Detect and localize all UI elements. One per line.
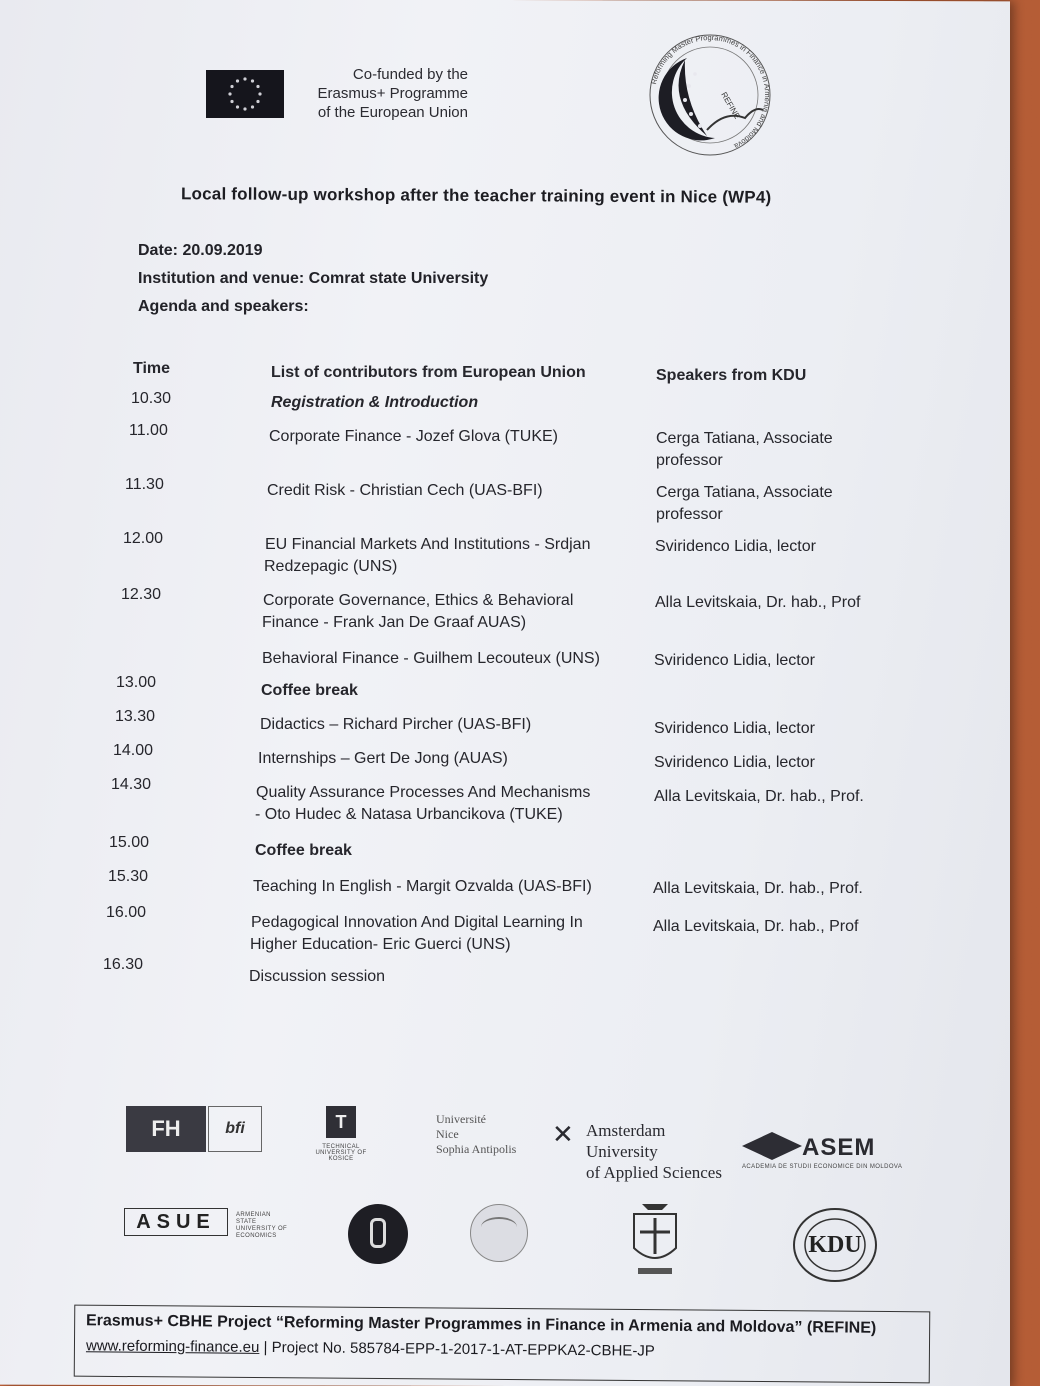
fh-bfi-logo [126, 1106, 262, 1156]
row-speaker: Sviridenco Lidia, lector [654, 720, 815, 737]
row-contributor: Pedagogical Innovation And Digital Learning In [251, 914, 583, 931]
cofunded-text [296, 65, 468, 122]
eu-star-icon [236, 105, 239, 108]
header-contributors: List of contributors from European Union [271, 364, 586, 381]
amsterdam-line-2: of Applied Sciences [586, 1163, 722, 1182]
tuke-logo: T TECHNICAL UNIVERSITY OF KOSICE [306, 1106, 376, 1166]
asem-caption: ACADEMIA DE STUDII ECONOMICE DIN MOLDOVA [742, 1164, 903, 1170]
row-time: 16.30 [103, 956, 144, 973]
row-contributor: Registration & Introduction [271, 394, 479, 411]
agenda-heading: Agenda and speakers: [138, 298, 309, 315]
row-speaker: Cerga Tatiana, Associate [656, 484, 833, 501]
asue-logo [124, 1208, 292, 1248]
eu-star-icon [258, 92, 261, 95]
row-contributor-cont: - Oto Hudec & Natasa Urbancikova (TUKE) [255, 806, 563, 823]
project-website-link[interactable]: www.reforming-finance.eu [85, 1337, 260, 1356]
row-time: 16.00 [106, 904, 147, 921]
refine-ring-text: Reforming Master Programmes in Finance in Armenia and Moldova [649, 32, 773, 151]
kdu-text: KDU [808, 1232, 862, 1258]
row-time: 11.30 [125, 476, 164, 493]
bfi-mark: bfi [208, 1106, 262, 1152]
university-crest-icon [628, 1196, 682, 1280]
row-contributor: Didactics – Richard Pircher (UAS-BFI) [260, 716, 532, 733]
asue-text: ASUE [124, 1208, 228, 1236]
eu-stars-icon [206, 70, 284, 118]
university-emblem-black-icon [348, 1204, 408, 1264]
eu-star-icon [256, 100, 259, 103]
row-speaker-cont: professor [656, 506, 723, 523]
eu-star-icon [243, 107, 246, 110]
row-contributor-cont: Redzepagic (UNS) [264, 558, 398, 575]
row-speaker: Alla Levitskaia, Dr. hab., Prof. [654, 788, 864, 805]
row-contributor: Credit Risk - Christian Cech (UAS-BFI) [267, 482, 543, 499]
row-speaker: Sviridenco Lidia, lector [654, 652, 815, 669]
cofund-line-3: of the European Union [317, 104, 468, 121]
row-contributor: Corporate Finance - Jozef Glova (TUKE) [269, 428, 558, 445]
row-contributor: Corporate Governance, Ethics & Behavioral [263, 592, 574, 609]
eu-star-icon [251, 105, 254, 108]
row-time: 11.00 [129, 422, 168, 439]
row-contributor: Discussion session [249, 968, 386, 985]
row-contributor: Internships – Gert De Jong (AUAS) [258, 750, 508, 767]
row-contributor-cont: Higher Education- Eric Guerci (UNS) [250, 936, 511, 953]
fh-mark: FH [126, 1106, 206, 1152]
eu-star-icon [251, 79, 254, 82]
row-time: 12.30 [121, 586, 162, 603]
row-speaker: Alla Levitskaia, Dr. hab., Prof [655, 594, 861, 611]
row-time: 13.00 [116, 674, 157, 691]
nice-line-3: Sophia Antipolis [436, 1142, 517, 1156]
eu-star-icon [230, 85, 233, 88]
row-time: 14.00 [113, 742, 154, 759]
agenda-table [100, 356, 920, 986]
row-contributor: Coffee break [255, 842, 352, 859]
eu-star-icon [243, 77, 246, 80]
row-contributor: Coffee break [261, 682, 358, 699]
asue-side-text: ARMENIAN STATE UNIVERSITY OF ECONOMICS [236, 1212, 288, 1239]
row-contributor-cont: Finance - Frank Jan De Graaf AUAS) [262, 614, 527, 631]
row-contributor: Behavioral Finance - Guilhem Lecouteux (UNS) [262, 650, 600, 667]
nice-university-logo [436, 1112, 536, 1168]
row-time: 13.30 [115, 708, 156, 725]
row-time: 10.30 [131, 390, 172, 407]
asem-text: ASEM [802, 1134, 876, 1161]
row-time: 12.00 [123, 530, 164, 547]
row-contributor: EU Financial Markets And Institutions - Srdjan [265, 536, 591, 553]
project-number-text: | Project No. 585784-EPP-1-2017-1-AT-EPPKA2-CBHE-JP [259, 1338, 655, 1360]
document-title: Local follow-up workshop after the teacher training event in Nice (WP4) [180, 184, 772, 207]
eu-star-icon [230, 100, 233, 103]
row-contributor: Teaching In English - Margit Ozvalda (UAS-BFI) [253, 878, 592, 895]
row-time: 15.30 [108, 868, 149, 885]
row-speaker: Sviridenco Lidia, lector [655, 538, 816, 555]
cofund-line-2: Erasmus+ Programme [317, 85, 468, 102]
eu-star-icon [256, 85, 259, 88]
nice-line-1: Université [436, 1112, 486, 1126]
amsterdam-crosses-icon: ✕ [552, 1120, 574, 1149]
row-contributor: Quality Assurance Processes And Mechanisms [256, 784, 591, 801]
tuke-caption: TECHNICAL UNIVERSITY OF KOSICE [315, 1144, 367, 1162]
asem-logo [742, 1128, 903, 1174]
refine-word: REFINE [719, 90, 742, 121]
nice-line-2: Nice [436, 1127, 459, 1141]
eu-flag-logo [206, 70, 284, 118]
row-speaker: Cerga Tatiana, Associate [656, 430, 833, 447]
row-speaker: Alla Levitskaia, Dr. hab., Prof [653, 918, 859, 935]
event-date: Date: 20.09.2019 [138, 242, 263, 259]
amsterdam-university-logo [552, 1120, 732, 1182]
refine-logo [645, 30, 775, 160]
header-speakers: Speakers from KDU [656, 367, 807, 384]
eu-star-icon [236, 79, 239, 82]
university-emblem-grey-icon [470, 1204, 528, 1262]
cofund-line-1: Co-funded by the [352, 66, 468, 83]
row-speaker: Alla Levitskaia, Dr. hab., Prof. [653, 880, 863, 897]
amsterdam-line-1: Amsterdam University [586, 1121, 666, 1161]
footer-project-title: Erasmus+ CBHE Project “Reforming Master Programmes in Finance in Armenia and Moldova” (REFINE) [85, 1312, 877, 1337]
row-time: 14.30 [111, 776, 152, 793]
row-speaker-cont: professor [656, 452, 723, 469]
kdu-logo [792, 1206, 878, 1284]
row-time: 15.00 [109, 834, 150, 851]
row-speaker: Sviridenco Lidia, lector [654, 754, 815, 771]
header-time: Time [133, 360, 171, 377]
event-venue: Institution and venue: Comrat state University [138, 270, 489, 287]
eu-star-icon [228, 92, 231, 95]
